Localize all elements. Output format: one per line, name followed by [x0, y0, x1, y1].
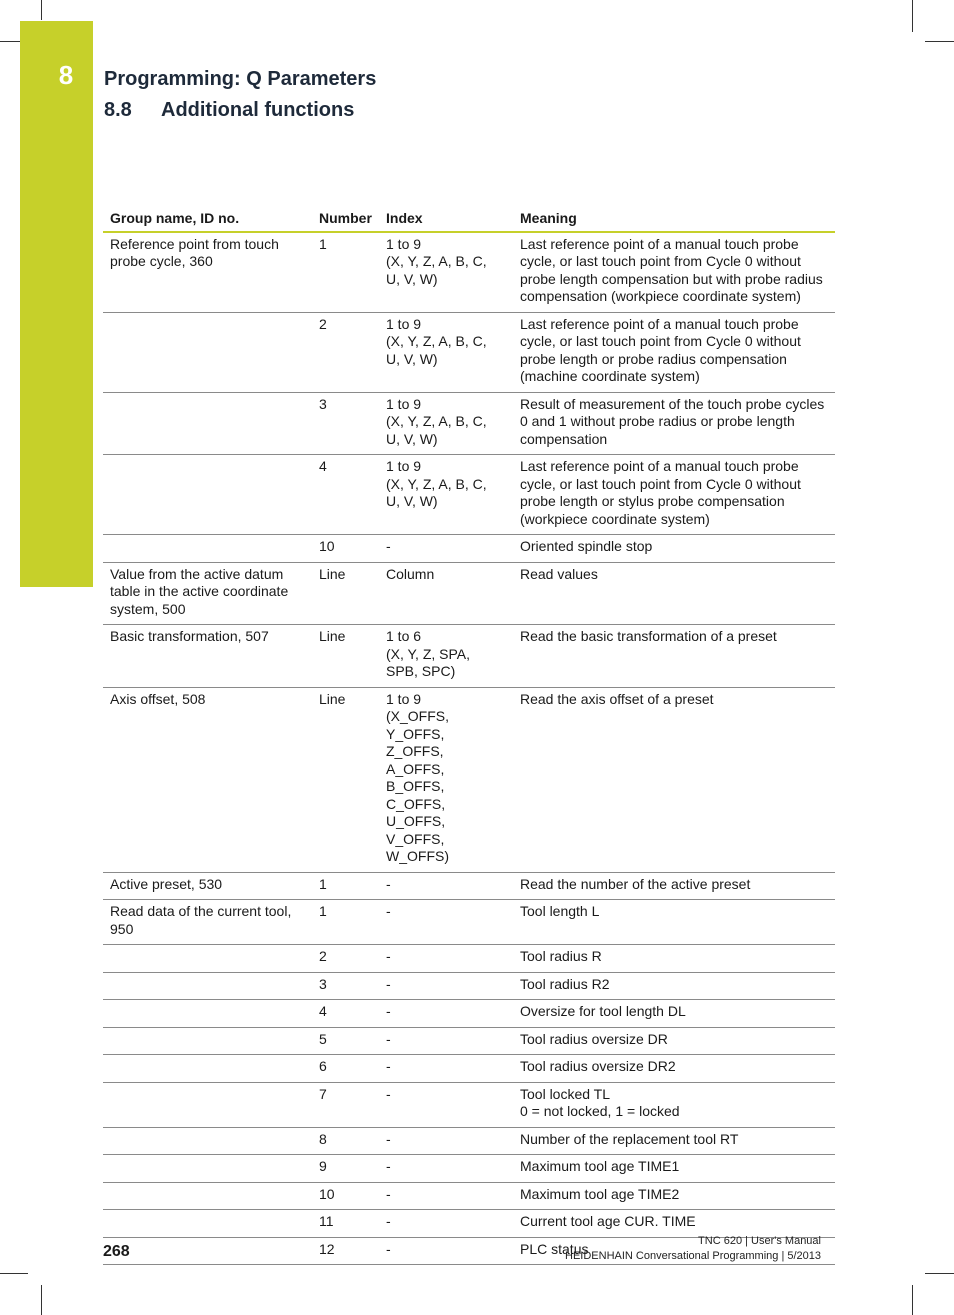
cell-index: -	[379, 1055, 513, 1083]
cell-group: Axis offset, 508	[103, 687, 312, 872]
table-body	[103, 232, 835, 1265]
cell-group: Reference point from touch probe cycle, 360	[103, 232, 312, 313]
cell-index: Column	[379, 562, 513, 625]
cell-meaning: Tool radius R	[513, 945, 835, 973]
cell-group	[103, 392, 312, 455]
cell-number: 6	[312, 1055, 379, 1083]
parameter-table	[103, 208, 835, 1265]
column-header-number: Number	[312, 208, 379, 232]
crop-mark	[912, 1285, 913, 1315]
cell-meaning: Oversize for tool length DL	[513, 1000, 835, 1028]
cell-number: 11	[312, 1210, 379, 1238]
cell-meaning: Read the axis offset of a preset	[513, 687, 835, 872]
cell-number: 4	[312, 455, 379, 535]
cell-index: 1 to 6 (X, Y, Z, SPA, SPB, SPC)	[379, 625, 513, 688]
cell-group	[103, 1082, 312, 1127]
cell-number: 2	[312, 312, 379, 392]
page-number: 268	[103, 1243, 130, 1260]
cell-group	[103, 1237, 312, 1265]
cell-number: 3	[312, 972, 379, 1000]
cell-number: 3	[312, 392, 379, 455]
section-number: 8.8	[104, 99, 132, 121]
cell-number: 10	[312, 1182, 379, 1210]
cell-meaning: Result of measurement of the touch probe cycles 0 and 1 without probe radius or probe length compensation	[513, 392, 835, 455]
crop-mark	[0, 41, 20, 42]
cell-index: -	[379, 1237, 513, 1265]
table-row	[103, 1182, 835, 1210]
table-row	[103, 687, 835, 872]
cell-number: 10	[312, 535, 379, 563]
cell-number: Line	[312, 562, 379, 625]
crop-mark	[41, 1285, 42, 1315]
table-header-row	[103, 208, 835, 232]
table-row	[103, 1000, 835, 1028]
table-row	[103, 232, 835, 313]
cell-number: Line	[312, 625, 379, 688]
section-heading	[104, 99, 354, 122]
cell-group	[103, 1000, 312, 1028]
cell-index: -	[379, 1210, 513, 1238]
cell-meaning: Read the basic transformation of a preset	[513, 625, 835, 688]
cell-index: 1 to 9 (X, Y, Z, A, B, C, U, V, W)	[379, 312, 513, 392]
table-row	[103, 1127, 835, 1155]
chapter-number: 8	[58, 60, 74, 90]
table-row	[103, 1082, 835, 1127]
table-row	[103, 1055, 835, 1083]
cell-number: 7	[312, 1082, 379, 1127]
cell-group	[103, 1155, 312, 1183]
cell-number: 4	[312, 1000, 379, 1028]
crop-mark	[41, 0, 42, 20]
cell-meaning: Maximum tool age TIME2	[513, 1182, 835, 1210]
cell-group	[103, 1127, 312, 1155]
chapter-title: Programming: Q Parameters	[104, 68, 377, 90]
column-header-meaning: Meaning	[513, 208, 835, 232]
cell-meaning: Current tool age CUR. TIME	[513, 1210, 835, 1238]
table-row	[103, 900, 835, 945]
cell-number: Line	[312, 687, 379, 872]
cell-index: -	[379, 972, 513, 1000]
cell-meaning: Tool radius R2	[513, 972, 835, 1000]
cell-meaning: Tool length L	[513, 900, 835, 945]
cell-index: -	[379, 1155, 513, 1183]
cell-meaning: Number of the replacement tool RT	[513, 1127, 835, 1155]
table-row	[103, 562, 835, 625]
cell-group: Active preset, 530	[103, 872, 312, 900]
cell-number: 9	[312, 1155, 379, 1183]
cell-index: -	[379, 1127, 513, 1155]
cell-index: 1 to 9 (X_OFFS, Y_OFFS, Z_OFFS, A_OFFS, B_OFFS, C_OFFS, U_OFFS, V_OFFS, W_OFFS)	[379, 687, 513, 872]
table-row	[103, 392, 835, 455]
column-header-index: Index	[379, 208, 513, 232]
chapter-tab	[20, 21, 93, 587]
cell-meaning: Oriented spindle stop	[513, 535, 835, 563]
cell-meaning: Last reference point of a manual touch probe cycle, or last touch point from Cycle 0 without probe length compensation but with probe radius compensation (workpiece coordinate system)	[513, 232, 835, 313]
cell-group	[103, 312, 312, 392]
cell-group	[103, 535, 312, 563]
cell-meaning: Read the number of the active preset	[513, 872, 835, 900]
cell-number: 1	[312, 900, 379, 945]
cell-group	[103, 1055, 312, 1083]
cell-index: 1 to 9 (X, Y, Z, A, B, C, U, V, W)	[379, 392, 513, 455]
cell-group	[103, 1027, 312, 1055]
cell-group	[103, 945, 312, 973]
cell-meaning: Tool locked TL 0 = not locked, 1 = locked	[513, 1082, 835, 1127]
cell-index: 1 to 9 (X, Y, Z, A, B, C, U, V, W)	[379, 455, 513, 535]
cell-index: -	[379, 872, 513, 900]
cell-index: 1 to 9 (X, Y, Z, A, B, C, U, V, W)	[379, 232, 513, 313]
footer-info	[565, 1234, 821, 1264]
cell-meaning: Last reference point of a manual touch probe cycle, or last touch point from Cycle 0 without probe length or probe radius compensation (machine coordinate system)	[513, 312, 835, 392]
table-row	[103, 945, 835, 973]
cell-number: 5	[312, 1027, 379, 1055]
cell-group: Read data of the current tool, 950	[103, 900, 312, 945]
footer-line-publisher: HEIDENHAIN Conversational Programming | 5/2013	[565, 1250, 821, 1262]
cell-index: -	[379, 1027, 513, 1055]
cell-meaning: Maximum tool age TIME1	[513, 1155, 835, 1183]
cell-group: Basic transformation, 507	[103, 625, 312, 688]
cell-meaning: Tool radius oversize DR2	[513, 1055, 835, 1083]
cell-number: 2	[312, 945, 379, 973]
cell-index: -	[379, 900, 513, 945]
column-header-group: Group name, ID no.	[103, 208, 312, 232]
cell-index: -	[379, 1182, 513, 1210]
cell-number: 8	[312, 1127, 379, 1155]
crop-mark	[925, 41, 954, 42]
cell-group: Value from the active datum table in the active coordinate system, 500	[103, 562, 312, 625]
crop-mark	[925, 1273, 954, 1274]
cell-group	[103, 455, 312, 535]
cell-meaning: Last reference point of a manual touch probe cycle, or last touch point from Cycle 0 without probe length or stylus probe compensation (workpiece coordinate system)	[513, 455, 835, 535]
cell-group	[103, 972, 312, 1000]
table-row	[103, 1027, 835, 1055]
section-title: Additional functions	[161, 99, 355, 121]
footer-line-manual: TNC 620 | User's Manual	[698, 1235, 821, 1247]
cell-meaning: PLC status	[513, 1237, 835, 1265]
cell-index: -	[379, 945, 513, 973]
cell-number: 1	[312, 232, 379, 313]
table-row	[103, 312, 835, 392]
cell-group	[103, 1182, 312, 1210]
table-row	[103, 535, 835, 563]
table-row	[103, 1155, 835, 1183]
cell-number: 1	[312, 872, 379, 900]
cell-group	[103, 1210, 312, 1238]
cell-number: 12	[312, 1237, 379, 1265]
cell-meaning: Read values	[513, 562, 835, 625]
table-row	[103, 625, 835, 688]
table-row	[103, 1210, 835, 1238]
cell-meaning: Tool radius oversize DR	[513, 1027, 835, 1055]
table-row	[103, 455, 835, 535]
crop-mark	[912, 0, 913, 32]
table-row	[103, 972, 835, 1000]
cell-index: -	[379, 1082, 513, 1127]
table-row	[103, 872, 835, 900]
crop-mark	[0, 1273, 28, 1274]
cell-index: -	[379, 1000, 513, 1028]
cell-index: -	[379, 535, 513, 563]
